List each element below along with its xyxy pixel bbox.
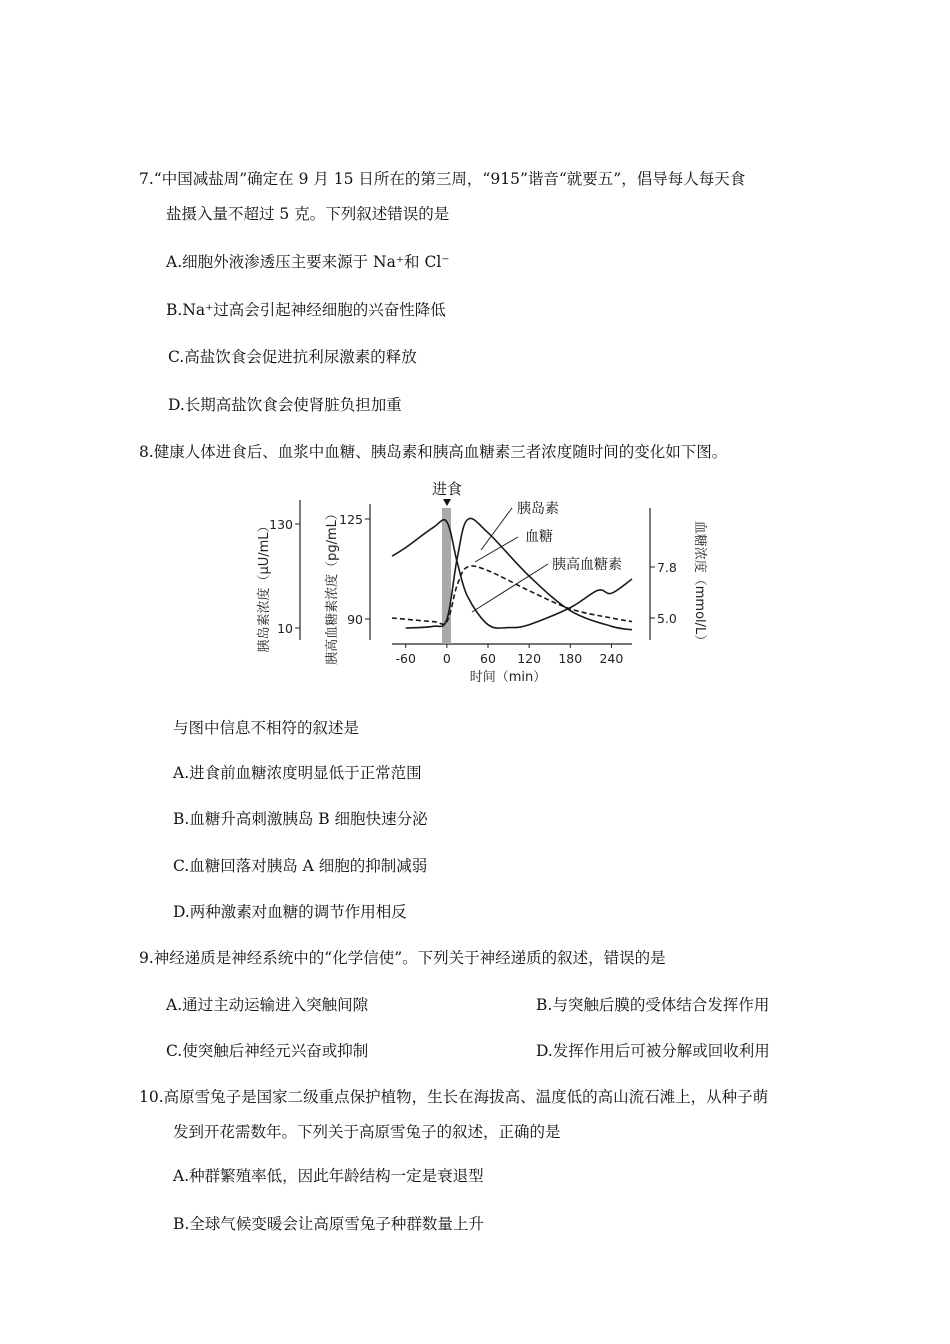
- leader-glucagon: [472, 564, 548, 612]
- hormone-glucose-chart: [250, 478, 720, 696]
- q8-sub-stem: 与图中信息不相符的叙述是: [173, 719, 360, 737]
- glucose-tick-label-7.8: 7.8: [657, 560, 677, 575]
- glucagon-tick-label-90: 90: [347, 612, 363, 627]
- series-label-insulin: 胰岛素: [517, 501, 559, 517]
- meal-label: 进食: [431, 480, 463, 498]
- q8-option-c: C.血糖回落对胰岛 A 细胞的抑制减弱: [173, 857, 428, 875]
- series-labels: [472, 500, 622, 612]
- q7-option-b: B.Na⁺过高会引起神经细胞的兴奋性降低: [166, 301, 446, 319]
- q7-option-c: C.高盐饮食会促进抗利尿激素的释放: [168, 348, 417, 366]
- x-tick-label-0: 0: [442, 651, 451, 666]
- time-axis-label: 时间（min）: [469, 670, 547, 685]
- q8-option-d: D.两种激素对血糖的调节作用相反: [173, 903, 407, 921]
- q10-option-b: B.全球气候变暖会让高原雪兔子种群数量上升: [173, 1215, 484, 1233]
- x-tick-label-60: 60: [480, 651, 496, 666]
- q7-option-d: D.长期高盐饮食会使肾脏负担加重: [168, 396, 402, 414]
- q9-option-c: C.使突触后神经元兴奋或抑制: [166, 1042, 369, 1060]
- q10-option-a: A.种群繁殖率低，因此年龄结构一定是衰退型: [173, 1167, 484, 1185]
- glucose-tick-label-5.0: 5.0: [657, 611, 677, 626]
- x-tick-label--60: -60: [395, 651, 416, 666]
- q7-option-a: A.细胞外液渗透压主要来源于 Na⁺和 Cl⁻: [166, 253, 450, 271]
- x-tick-label-240: 240: [599, 651, 624, 666]
- q9-option-b: B.与突触后膜的受体结合发挥作用: [536, 996, 770, 1014]
- q8-option-b: B.血糖升高刺激胰岛 B 细胞快速分泌: [173, 810, 428, 828]
- q10-stem-line2: 发到开花需数年。下列关于高原雪兔子的叙述，正确的是: [173, 1123, 561, 1141]
- glucagon-axis-label: 胰高血糖素浓度（pg/mL）: [325, 507, 340, 665]
- q9-option-a: A.通过主动运输进入突触间隙: [166, 996, 369, 1014]
- q9-stem: 9.神经递质是神经系统中的“化学信使”。下列关于神经递质的叙述，错误的是: [139, 949, 666, 967]
- q7-stem-line1: 7.“中国减盐周”确定在 9 月 15 日所在的第三周，“915”谐音“就要五”，倡导每人每天食: [139, 170, 746, 188]
- glucose-axis-label: 血糖浓度（mmol/L）: [692, 520, 707, 648]
- q8-option-a: A.进食前血糖浓度明显低于正常范围: [173, 764, 422, 782]
- series-label-glucagon: 胰高血糖素: [552, 557, 622, 573]
- q9-option-d: D.发挥作用后可被分解或回收利用: [536, 1042, 770, 1060]
- series-label-glucose: 血糖: [525, 529, 553, 545]
- x-tick-label-120: 120: [517, 651, 542, 666]
- insulin-axis-label: 胰岛素浓度（μU/mL）: [257, 519, 272, 653]
- q8-stem: 8.健康人体进食后、血浆中血糖、胰岛素和胰高血糖素三者浓度随时间的变化如下图。: [139, 443, 728, 461]
- meal-arrow: [443, 499, 451, 506]
- insulin-tick-label-130: 130: [269, 517, 293, 532]
- q10-stem-line1: 10.高原雪兔子是国家二级重点保护植物，生长在海拔高、温度低的高山流石滩上，从种子萌: [139, 1088, 769, 1106]
- insulin-tick-label-10: 10: [277, 621, 293, 636]
- q7-stem-line2: 盐摄入量不超过 5 克。下列叙述错误的是: [166, 205, 450, 223]
- chart-svg: [250, 478, 720, 696]
- x-tick-label-180: 180: [558, 651, 583, 666]
- series-line-glucose: [392, 566, 632, 624]
- glucagon-tick-label-125: 125: [339, 512, 363, 527]
- series-line-glucagon: [392, 520, 632, 628]
- series-line-insulin: [406, 518, 632, 629]
